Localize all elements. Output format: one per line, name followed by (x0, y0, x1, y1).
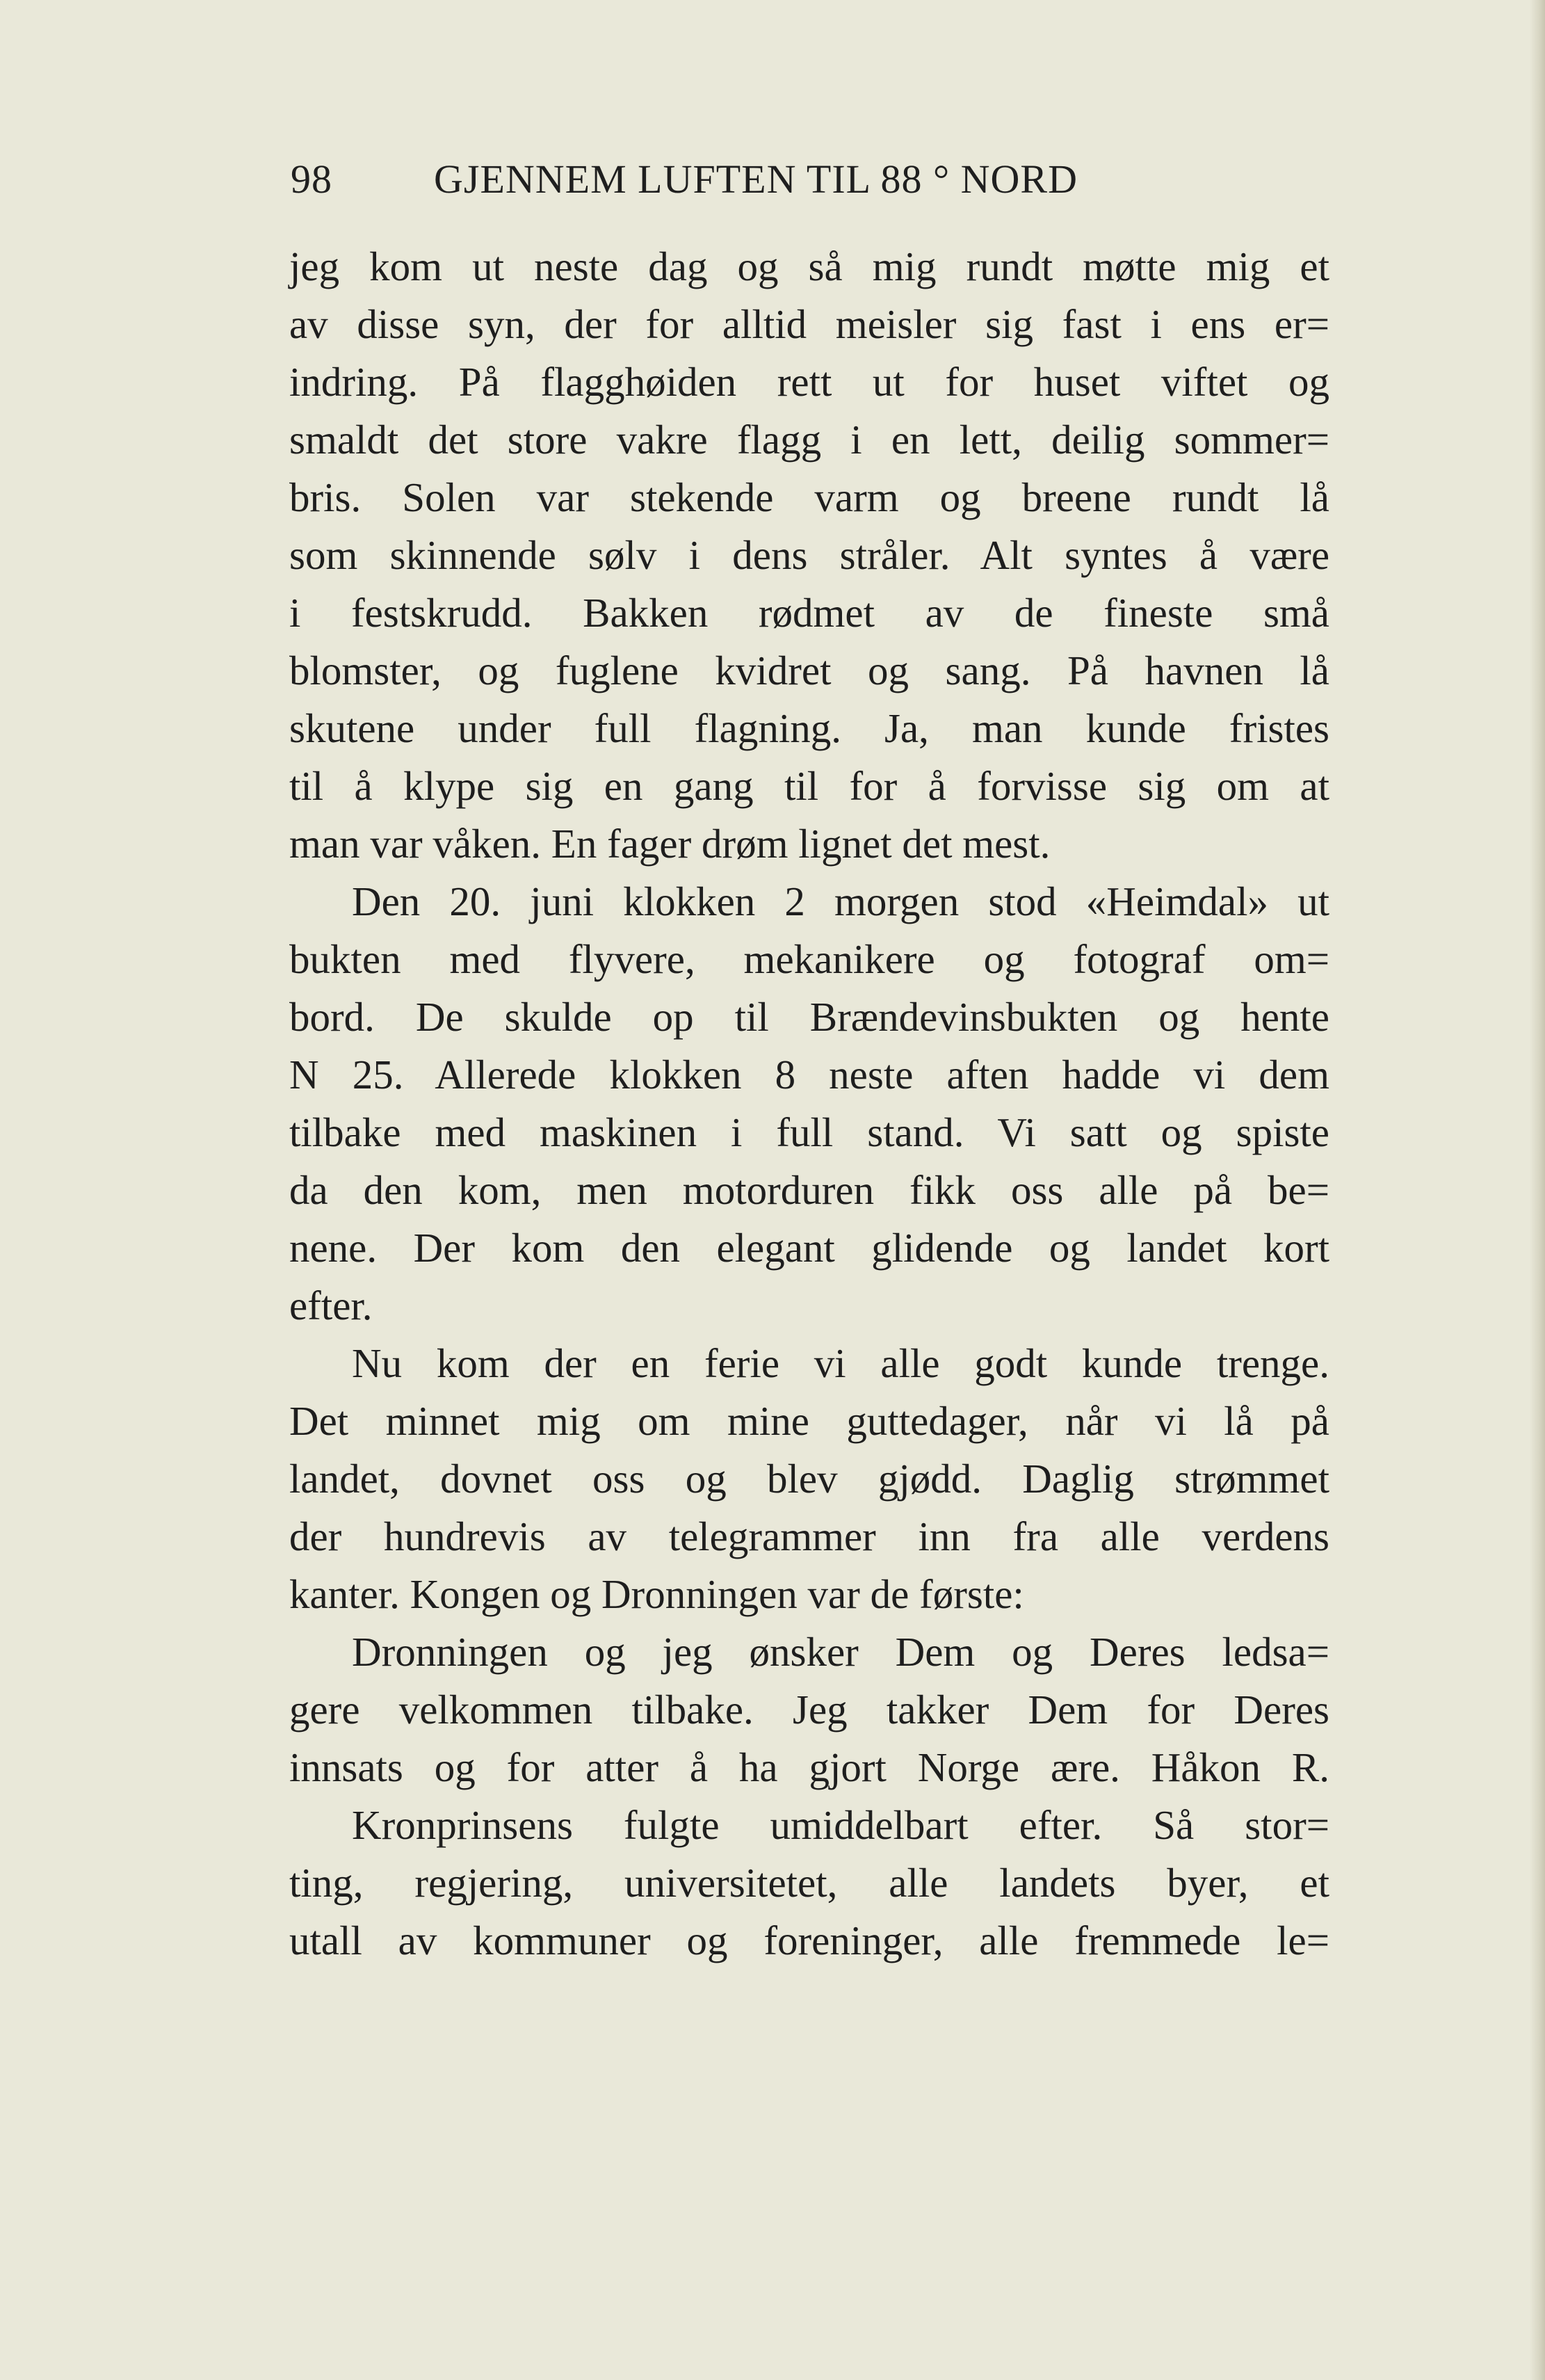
running-title: GJENNEM LUFTEN TIL 88 ° NORD (434, 156, 1078, 202)
text-line: jeg kom ut neste dag og så mig rundt møtte mig et (289, 243, 1329, 289)
text-line: til å klype sig en gang til for å forvisse sig om at (289, 763, 1329, 809)
text-line: da den kom, men motorduren fikk oss alle på be= (289, 1167, 1329, 1213)
text-line: innsats og for atter å ha gjort Norge ære. Håkon R. (289, 1744, 1329, 1790)
text-line: kanter. Kongen og Dronningen var de første: (289, 1571, 1024, 1617)
text-line: Nu kom der en ferie vi alle godt kunde trenge. (352, 1340, 1329, 1386)
text-line: N 25. Allerede klokken 8 neste aften hadde vi dem (289, 1052, 1329, 1097)
body-text (289, 238, 1329, 1970)
text-line: bukten med flyvere, mekanikere og fotograf om= (289, 936, 1329, 982)
text-line: man var våken. En fager drøm lignet det mest. (289, 821, 1051, 867)
text-line: gere velkommen tilbake. Jeg takker Dem for Deres (289, 1687, 1329, 1732)
text-line: i festskrudd. Bakken rødmet av de fineste små (289, 590, 1329, 636)
text-line: Den 20. juni klokken 2 morgen stod «Heimdal» ut (352, 878, 1329, 924)
page-edge-shadow (1530, 0, 1545, 2380)
text-line: blomster, og fuglene kvidret og sang. På havnen lå (289, 648, 1329, 693)
text-line: skutene under full flagning. Ja, man kunde fristes (289, 705, 1329, 751)
text-line: av disse syn, der for alltid meisler sig fast i ens er= (289, 301, 1329, 347)
text-line: tilbake med maskinen i full stand. Vi satt og spiste (289, 1109, 1329, 1155)
text-line: som skinnende sølv i dens stråler. Alt syntes å være (289, 532, 1329, 578)
text-line: bris. Solen var stekende varm og breene rundt lå (289, 474, 1329, 520)
text-line: nene. Der kom den elegant glidende og landet kort (289, 1225, 1329, 1271)
text-line: Kronprinsens fulgte umiddelbart efter. Så stor= (352, 1802, 1329, 1848)
running-head (291, 152, 1334, 207)
text-line: Dronningen og jeg ønsker Dem og Deres ledsa= (352, 1629, 1329, 1675)
text-line: der hundrevis av telegrammer inn fra alle verdens (289, 1513, 1329, 1559)
text-line: indring. På flagghøiden rett ut for huset viftet og (289, 359, 1329, 405)
text-line: bord. De skulde op til Brændevinsbukten og hente (289, 994, 1329, 1040)
text-line: smaldt det store vakre flagg i en lett, deilig sommer= (289, 417, 1329, 463)
text-line: landet, dovnet oss og blev gjødd. Daglig strømmet (289, 1456, 1329, 1502)
text-line: Det minnet mig om mine guttedager, når vi lå på (289, 1398, 1329, 1444)
text-line: efter. (289, 1283, 373, 1328)
text-line: utall av kommuner og foreninger, alle fremmede le= (289, 1917, 1329, 1963)
text-line: ting, regjering, universitetet, alle landets byer, et (289, 1860, 1329, 1906)
page-number: 98 (291, 156, 332, 202)
